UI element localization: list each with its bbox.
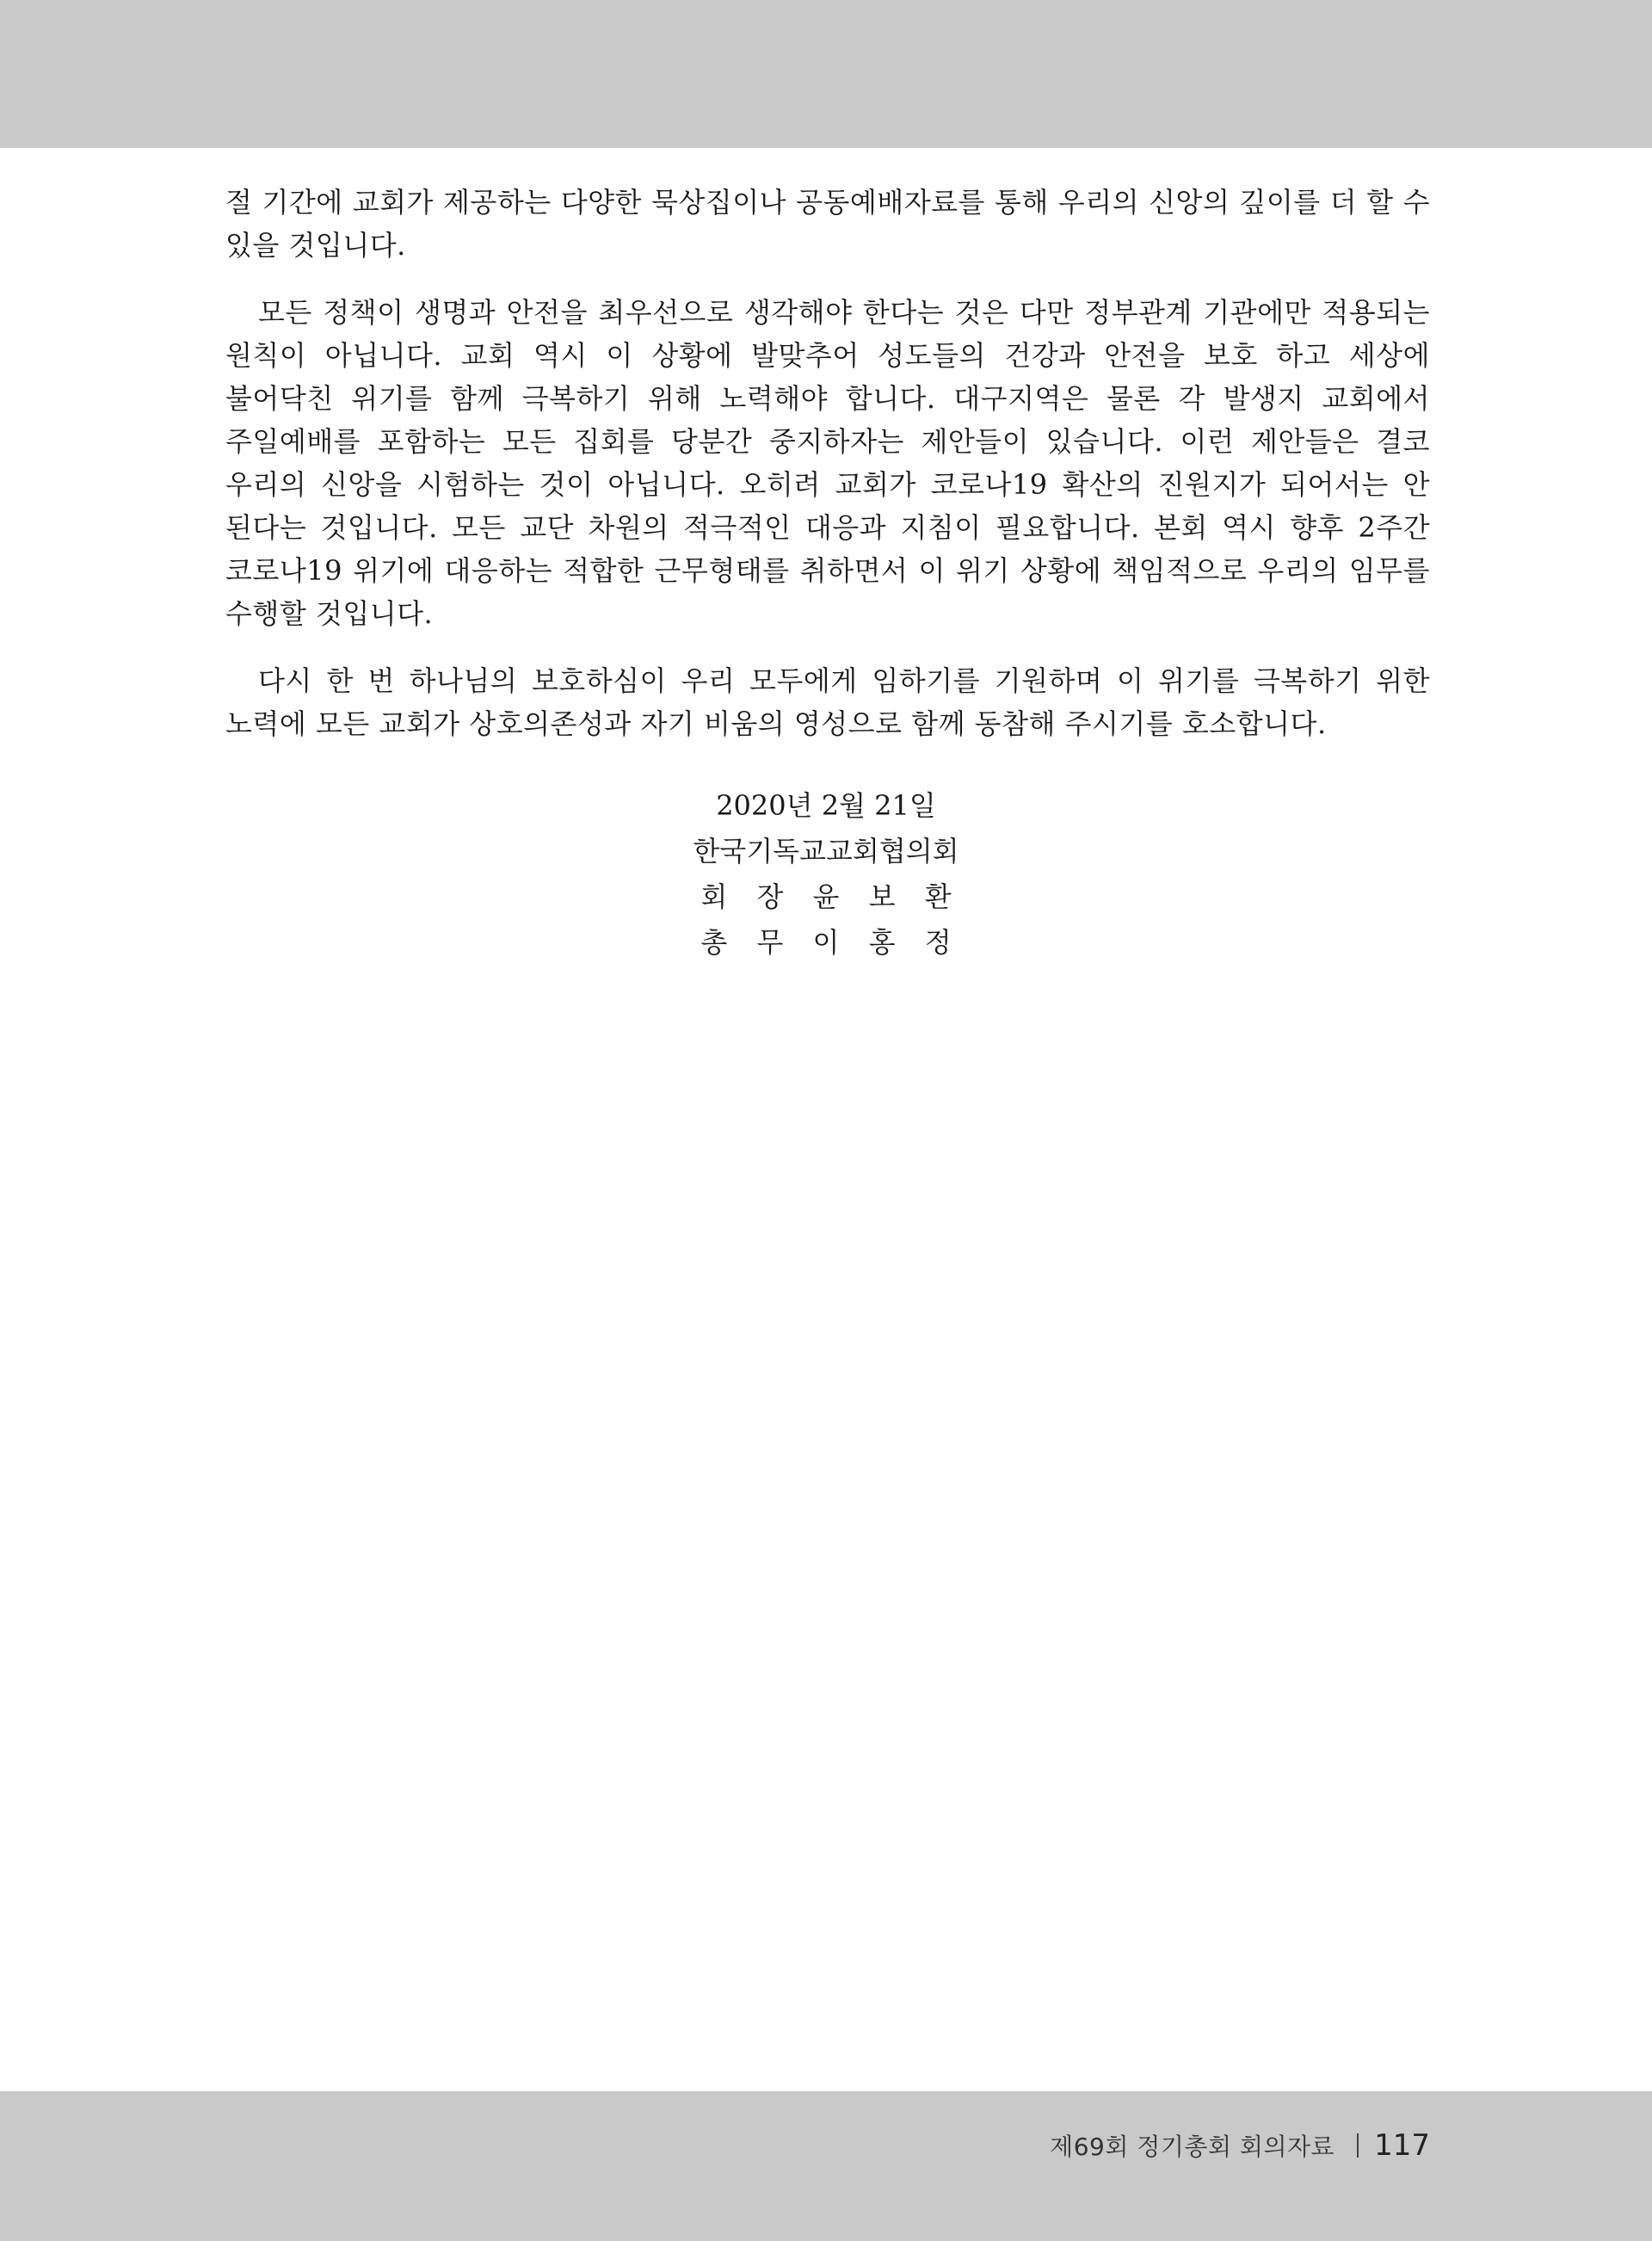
page-footer	[1050, 2124, 1430, 2167]
body-paragraph: 다시 한 번 하나님의 보호하심이 우리 모두에게 임하기를 기원하며 이 위기를 극복하기 위한 노력에 모든 교회가 상호의존성과 자기 비움의 영성으로 함께 동참해 주시기를 호소합니다.	[225, 664, 1430, 740]
signature-organization: 한국기독교교회협의회	[693, 835, 959, 867]
document-body	[225, 181, 1430, 769]
page-number: 117	[1374, 2128, 1430, 2163]
body-paragraph: 절 기간에 교회가 제공하는 다양한 묵상집이나 공동예배자료를 통해 우리의 신앙의 깊이를 더 할 수 있을 것입니다.	[225, 186, 1430, 262]
footer-divider	[1357, 2133, 1359, 2158]
body-paragraph: 모든 정책이 생명과 안전을 최우선으로 생각해야 한다는 것은 다만 정부관계 기관에만 적용되는 원칙이 아닙니다. 교회 역시 이 상황에 발맞추어 성도들의 건강과 안전을 보호 하고 세상에 불어닥친 위기를 함께 극복하기 위해 노력해야 합니다. 대구지역은 물론 각 발생지 교회에서 주일예배를 포함하는 모든 집회를 당분간 중지하자는 제안들이 있습니다. 이런 제안들은 결코 우리의 신앙을 시험하는 것이 아닙니다. 오히려 교회가 코로나19 확산의 진원지가 되어서는 안 된다는 것입니다. 모든 교단 차원의 적극적인 대응과 지침이 필요합니다. 본회 역시 향후 2주간 코로나19 위기에 대응하는 적합한 근무형태를 취하면서 이 위기 상황에 책임적으로 우리의 임무를 수행할 것입니다.	[225, 296, 1430, 630]
signature-block	[0, 783, 1652, 966]
signature-president: 회 장 윤 보 환	[700, 880, 962, 913]
footer-title: 제69회 정기총회 회의자료	[1050, 2133, 1335, 2161]
header-band	[0, 0, 1652, 148]
signature-secretary: 총 무 이 홍 정	[700, 926, 962, 959]
signature-date: 2020년 2월 21일	[716, 789, 936, 822]
